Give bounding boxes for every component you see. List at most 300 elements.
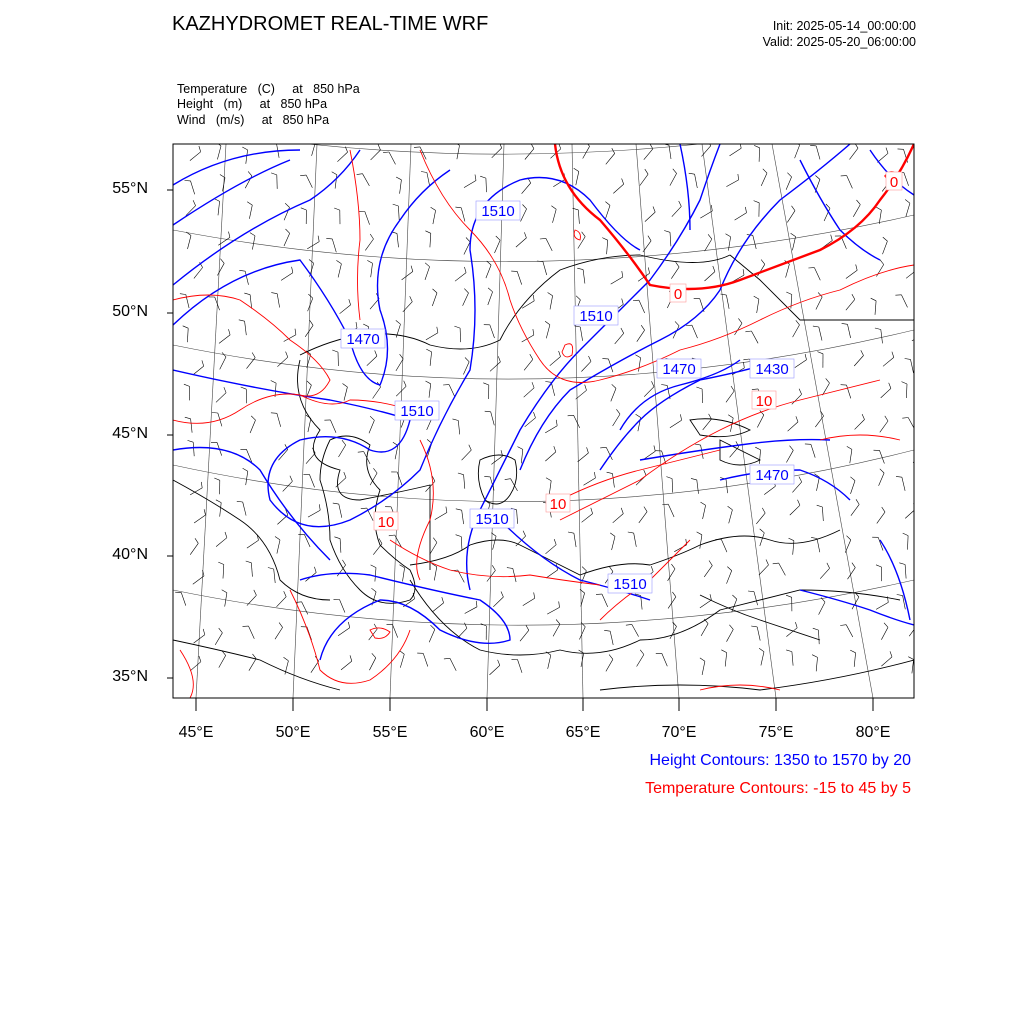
- wind-barb-flag: [609, 655, 613, 660]
- wind-barb-shaft: [433, 210, 436, 224]
- wind-barb-shaft: [613, 184, 623, 193]
- chart-title: KAZHYDROMET REAL-TIME WRF: [172, 13, 489, 35]
- wind-barb-flag: [799, 477, 802, 482]
- wind-barb-flag: [831, 235, 833, 241]
- wind-barb-shaft: [726, 479, 728, 493]
- wind-barb-shaft: [730, 447, 739, 458]
- wind-barb-flag: [268, 568, 274, 570]
- wind-barb-shaft: [851, 481, 856, 494]
- wind-barb-shaft: [426, 333, 438, 340]
- wind-barb-shaft: [754, 592, 758, 606]
- wind-barb-shaft: [615, 333, 624, 344]
- wind-barb-flag: [666, 477, 672, 479]
- wind-barb-flag: [790, 446, 794, 451]
- wind-barb-flag: [545, 321, 550, 325]
- wind-barb-flag: [185, 417, 191, 419]
- wind-barb-shaft: [906, 203, 910, 216]
- wind-barb-flag: [367, 260, 372, 263]
- wind-barb-flag: [229, 232, 230, 238]
- wind-barb-shaft: [190, 543, 198, 554]
- wind-barb-flag: [336, 260, 341, 263]
- wind-barb-shaft: [779, 563, 786, 575]
- wind-barb-shaft: [396, 359, 403, 371]
- wind-barb-shaft: [637, 330, 645, 342]
- wind-barb-shaft: [553, 209, 557, 223]
- wind-barb-shaft: [721, 539, 727, 552]
- wind-barb-shaft: [788, 422, 798, 431]
- wind-barb-shaft: [639, 300, 645, 313]
- height-label: 1470: [755, 467, 789, 484]
- height-label: 1470: [346, 331, 380, 348]
- plot-frame: [173, 144, 914, 698]
- wind-barb-shaft: [671, 267, 679, 279]
- wind-barb-flag: [425, 231, 430, 234]
- wind-barb-flag: [492, 565, 495, 570]
- wind-barb-shaft: [243, 502, 246, 516]
- wind-barb-flag: [679, 201, 682, 206]
- wind-barb-flag: [789, 538, 794, 541]
- wind-barb-flag: [326, 238, 332, 239]
- wind-barb-shaft: [435, 513, 447, 520]
- wind-barb-shaft: [486, 178, 487, 192]
- wind-barb-shaft: [751, 331, 758, 343]
- wind-barb-shaft: [402, 272, 413, 280]
- wind-barb-flag: [559, 601, 560, 607]
- wind-barb-flag: [358, 452, 364, 453]
- wind-barb-flag: [709, 414, 712, 419]
- wind-barb-flag: [361, 508, 367, 509]
- wind-barb-flag: [188, 440, 194, 442]
- wind-barb-flag: [847, 536, 851, 540]
- wind-barb-shaft: [546, 570, 558, 578]
- wind-barb-shaft: [786, 177, 792, 190]
- wind-barb-shaft: [759, 148, 760, 162]
- wind-barb-flag: [817, 352, 823, 354]
- wind-barb-shaft: [249, 659, 256, 671]
- wind-barb-shaft: [700, 535, 702, 549]
- wind-barb-shaft: [219, 335, 230, 344]
- wind-barb-shaft: [611, 277, 623, 284]
- wind-barb-shaft: [190, 488, 202, 495]
- wind-barb-flag: [229, 329, 231, 335]
- wind-barb-flag: [414, 147, 420, 148]
- wind-barb-shaft: [906, 270, 917, 279]
- wind-barb-flag: [295, 329, 296, 335]
- wind-barb-shaft: [729, 510, 733, 524]
- wind-barb-shaft: [853, 205, 860, 217]
- wind-barb-flag: [498, 356, 500, 362]
- wind-barb-shaft: [551, 382, 554, 396]
- wind-barb-shaft: [726, 180, 738, 187]
- wind-barb-flag: [908, 657, 913, 660]
- wind-barb-flag: [696, 387, 702, 389]
- wind-barb-shaft: [251, 563, 252, 577]
- wind-barb-flag: [523, 205, 527, 209]
- wind-barb-flag: [711, 205, 712, 211]
- wind-barb-shaft: [486, 265, 491, 278]
- wind-barb-shaft: [522, 301, 534, 308]
- wind-barb-shaft: [465, 607, 477, 614]
- wind-barb-shaft: [726, 295, 729, 309]
- wind-barb-shaft: [848, 324, 851, 338]
- wind-barb-flag: [817, 505, 823, 507]
- wind-barb-flag: [431, 625, 435, 629]
- wind-barb-flag: [222, 590, 227, 593]
- wind-barb-flag: [890, 651, 892, 657]
- wind-barb-flag: [680, 414, 681, 420]
- wind-barb-shaft: [726, 391, 734, 402]
- wind-barb-shaft: [344, 387, 347, 401]
- wind-barb-shaft: [576, 390, 587, 399]
- wind-barb-shaft: [905, 565, 906, 579]
- wind-barb-shaft: [816, 146, 820, 160]
- wind-barb-shaft: [550, 357, 561, 366]
- wind-barb-flag: [850, 650, 855, 653]
- wind-barb-shaft: [220, 503, 222, 517]
- wind-barb-flag: [902, 418, 908, 419]
- wind-barb-flag: [530, 354, 533, 359]
- wind-barb-shaft: [455, 273, 466, 282]
- wind-barb-shaft: [365, 239, 373, 250]
- wind-barb-flag: [787, 173, 791, 177]
- wind-barb-flag: [754, 145, 760, 147]
- temperature-label: 0: [889, 174, 899, 191]
- wind-barb-flag: [810, 145, 816, 146]
- wind-barb-shaft: [793, 325, 800, 337]
- wind-barb-shaft: [491, 456, 502, 464]
- wind-barb-shaft: [703, 419, 712, 430]
- wind-barb-flag: [348, 622, 349, 628]
- lat-label: 40°N: [112, 546, 148, 563]
- wind-barb-shaft: [757, 627, 760, 641]
- wind-barb-shaft: [277, 540, 280, 554]
- wind-barb-flag: [433, 538, 437, 543]
- wind-barb-shaft: [606, 154, 615, 165]
- wind-barb-flag: [766, 560, 769, 565]
- wind-barb-flag: [279, 623, 283, 628]
- wind-barb-flag: [456, 535, 462, 537]
- wind-barb-flag: [640, 650, 644, 655]
- wind-barb-flag: [426, 381, 431, 384]
- wind-barb-flag: [373, 468, 377, 473]
- wind-barb-flag: [332, 172, 337, 175]
- valid-time: Valid: 2025-05-20_06:00:00: [762, 35, 916, 49]
- wind-barb-shaft: [517, 510, 518, 524]
- wind-barb-shaft: [877, 512, 885, 523]
- wind-barb-shaft: [703, 505, 706, 519]
- wind-barb-flag: [180, 294, 186, 295]
- wind-barb-shaft: [511, 479, 518, 491]
- wind-barb-flag: [609, 567, 613, 572]
- wind-barb-flag: [199, 146, 201, 152]
- wind-barb-shaft: [217, 263, 224, 275]
- wind-barb-shaft: [761, 173, 767, 186]
- lon-label: 55°E: [372, 724, 408, 741]
- wind-barb-shaft: [193, 442, 194, 456]
- wind-barb-shaft: [216, 393, 226, 403]
- wind-barb-shaft: [606, 205, 611, 218]
- wind-barb-flag: [371, 565, 376, 568]
- wind-barb-shaft: [701, 445, 704, 459]
- field-wind: Wind (m/s) at 850 hPa: [177, 113, 330, 127]
- wind-barb-shaft: [814, 268, 820, 281]
- wind-barb-shaft: [639, 512, 647, 523]
- wind-barb-flag: [286, 229, 290, 233]
- wind-barb-flag: [532, 382, 534, 388]
- wind-barb-shaft: [427, 173, 430, 187]
- wind-barb-flag: [743, 269, 744, 275]
- wind-barb-flag: [437, 327, 438, 333]
- wind-barb-shaft: [547, 607, 559, 614]
- wind-barb-shaft: [901, 295, 907, 308]
- wind-barb-flag: [284, 657, 289, 661]
- wind-barb-flag: [622, 299, 624, 305]
- temperature-label: 0: [673, 286, 683, 303]
- wind-barb-shaft: [759, 450, 760, 464]
- wind-barb-flag: [648, 267, 649, 273]
- wind-barb-shaft: [369, 658, 375, 670]
- wind-barb-flag: [585, 385, 587, 391]
- wind-barb-shaft: [697, 480, 699, 494]
- wind-barb-flag: [214, 478, 220, 480]
- wind-barb-flag: [861, 350, 864, 355]
- wind-barb-flag: [621, 508, 623, 514]
- wind-barb-flag: [411, 266, 413, 272]
- wind-barb-flag: [857, 200, 861, 205]
- wind-barb-shaft: [574, 415, 580, 428]
- wind-barb-shaft: [583, 270, 585, 284]
- wind-barb-flag: [241, 387, 247, 389]
- wind-barb-shaft: [670, 232, 671, 246]
- wind-barb-shaft: [277, 357, 287, 367]
- wind-barb-flag: [247, 202, 252, 205]
- wind-barb-shaft: [191, 181, 195, 194]
- wind-barb-flag: [545, 382, 551, 383]
- wind-barb-shaft: [389, 152, 396, 164]
- wind-barb-flag: [713, 266, 715, 272]
- wind-barb-flag: [751, 626, 757, 627]
- wind-barb-shaft: [846, 625, 853, 637]
- wind-barb-flag: [310, 320, 313, 325]
- wind-barb-shaft: [846, 270, 857, 278]
- wind-barb-shaft: [914, 241, 925, 249]
- wind-barb-shaft: [819, 630, 820, 644]
- wind-barb-shaft: [277, 597, 287, 607]
- wind-barb-shaft: [702, 389, 703, 403]
- wind-barb-shaft: [430, 543, 437, 555]
- wind-barb-flag: [701, 502, 706, 505]
- wind-barb-shaft: [611, 388, 616, 401]
- wind-barb-flag: [218, 562, 224, 564]
- wind-barb-flag: [740, 142, 741, 148]
- wind-barb-shaft: [610, 631, 613, 645]
- wind-barb-flag: [505, 479, 511, 480]
- wind-barb-shaft: [430, 233, 431, 247]
- wind-barb-flag: [786, 292, 792, 295]
- wind-barb-flag: [903, 533, 908, 536]
- wind-barb-shaft: [425, 267, 430, 280]
- wind-barb-shaft: [546, 238, 552, 251]
- wind-barb-flag: [738, 174, 739, 180]
- wind-barb-flag: [523, 531, 526, 536]
- wind-barb-flag: [582, 567, 586, 571]
- height-label: 1510: [579, 308, 613, 325]
- wind-barb-shaft: [851, 504, 859, 515]
- water-bodies: [320, 419, 760, 604]
- wind-barb-flag: [533, 329, 534, 335]
- wind-barb-shaft: [464, 475, 465, 489]
- wind-barb-flag: [195, 538, 198, 543]
- wind-barb-shaft: [215, 633, 222, 645]
- height-label: 1470: [662, 361, 696, 378]
- wind-barb-flag: [309, 260, 314, 264]
- wind-barb-shaft: [880, 450, 885, 463]
- wind-barb-flag: [496, 236, 500, 240]
- wind-barb-shaft: [490, 665, 500, 675]
- wind-barb-flag: [199, 656, 201, 662]
- wind-barb-shaft: [367, 356, 377, 366]
- wind-barb-shaft: [704, 566, 712, 577]
- height-label: 1510: [613, 576, 647, 593]
- wind-barb-flag: [600, 447, 606, 448]
- wind-barb-shaft: [522, 335, 534, 342]
- wind-barb-flag: [880, 260, 884, 265]
- wind-barb-flag: [664, 231, 670, 233]
- wind-barb-shaft: [277, 294, 279, 308]
- wind-barb-flag: [534, 592, 535, 598]
- lat-label: 35°N: [112, 668, 148, 685]
- wind-barbs: [175, 139, 925, 675]
- wind-barb-flag: [899, 563, 905, 565]
- wind-barb-flag: [433, 289, 438, 293]
- wind-barb-flag: [795, 141, 799, 145]
- wind-barb-shaft: [881, 388, 891, 398]
- wind-barb-flag: [856, 265, 858, 271]
- wind-barb-flag: [244, 293, 250, 295]
- wind-barb-flag: [363, 324, 368, 327]
- wind-barb-shaft: [517, 271, 522, 284]
- wind-barb-flag: [709, 561, 712, 566]
- wind-barb-shaft: [793, 541, 794, 555]
- wind-barb-shaft: [423, 653, 428, 666]
- wind-barb-flag: [342, 440, 346, 445]
- wind-barb-shaft: [457, 628, 467, 638]
- wind-barb-flag: [224, 387, 226, 393]
- wind-barb-flag: [488, 288, 493, 292]
- wind-barb-flag: [383, 152, 389, 153]
- wind-barb-flag: [334, 208, 340, 210]
- wind-barb-flag: [349, 299, 351, 305]
- wind-barb-flag: [923, 328, 924, 334]
- wind-barb-flag: [239, 320, 245, 321]
- wind-barb-flag: [673, 169, 677, 174]
- wind-barb-shaft: [488, 292, 493, 305]
- wind-barb-shaft: [490, 362, 500, 371]
- wind-barb-shaft: [904, 173, 909, 186]
- wind-barb-flag: [458, 473, 464, 475]
- wind-barb-shaft: [400, 180, 402, 194]
- wind-barb-flag: [856, 499, 859, 504]
- wind-barb-shaft: [339, 445, 346, 457]
- wind-barb-flag: [577, 268, 583, 269]
- wind-barb-shaft: [308, 510, 320, 517]
- wind-barb-flag: [480, 176, 486, 178]
- wind-barb-shaft: [612, 536, 615, 550]
- wind-barb-flag: [792, 206, 796, 211]
- init-time: Init: 2025-05-14_00:00:00: [772, 19, 916, 33]
- wind-barb-shaft: [460, 328, 461, 342]
- wind-barb-flag: [425, 263, 430, 267]
- wind-barb-flag: [728, 415, 733, 418]
- wind-barb-shaft: [613, 474, 615, 488]
- wind-barb-flag: [731, 386, 734, 391]
- wind-barb-flag: [237, 501, 243, 502]
- wind-barb-flag: [225, 532, 227, 538]
- wind-barb-shaft: [246, 150, 248, 164]
- wind-barb-shaft: [879, 210, 881, 224]
- wind-barb-flag: [815, 176, 820, 180]
- wind-barb-flag: [475, 175, 476, 181]
- wind-barb-flag: [644, 470, 646, 476]
- wind-barb-flag: [554, 539, 556, 545]
- wind-barb-flag: [773, 563, 779, 564]
- wind-barb-flag: [582, 232, 586, 237]
- wind-barb-flag: [307, 381, 311, 385]
- wind-barb-shaft: [845, 540, 851, 553]
- wind-barb-flag: [219, 628, 223, 633]
- wind-barb-flag: [186, 232, 191, 236]
- wind-barb-shaft: [430, 352, 432, 366]
- wind-barb-shaft: [634, 533, 637, 547]
- wind-barb-shaft: [521, 209, 527, 222]
- wind-barb-flag: [311, 139, 316, 143]
- height-contour-legend: Height Contours: 1350 to 1570 by 20: [649, 752, 911, 769]
- wind-barb-flag: [628, 532, 634, 533]
- wind-barb-flag: [576, 296, 580, 300]
- wind-barb-flag: [372, 653, 376, 658]
- wind-barb-shaft: [249, 205, 252, 219]
- wind-barb-shaft: [883, 357, 894, 366]
- wind-barb-shaft: [306, 453, 315, 464]
- wind-barb-shaft: [432, 293, 437, 306]
- wind-barb-shaft: [281, 273, 293, 281]
- wind-barb-shaft: [730, 148, 742, 156]
- wind-barb-flag: [695, 444, 701, 445]
- wind-barb-flag: [759, 648, 764, 651]
- wind-barb-shaft: [245, 321, 247, 335]
- wind-barb-shaft: [854, 356, 863, 367]
- wind-barb-shaft: [795, 360, 807, 368]
- wind-barb-flag: [914, 620, 917, 625]
- wind-barb-flag: [762, 508, 765, 513]
- wind-barb-shaft: [546, 545, 557, 554]
- wind-barb-flag: [342, 560, 345, 565]
- wind-barb-shaft: [702, 661, 705, 675]
- wind-barb-shaft: [397, 233, 399, 247]
- wind-barb-shaft: [490, 325, 495, 338]
- wind-barb-flag: [271, 381, 276, 384]
- wind-barb-flag: [799, 389, 802, 395]
- wind-barb-shaft: [250, 295, 252, 309]
- wind-barb-shaft: [786, 264, 790, 278]
- field-temperature: Temperature (C) at 850 hPa: [177, 82, 360, 96]
- wind-barb-flag: [343, 384, 348, 388]
- wind-barb-flag: [605, 202, 610, 206]
- wind-barb-flag: [892, 352, 894, 358]
- wind-barb-shaft: [369, 420, 374, 433]
- wind-barb-flag: [738, 318, 742, 323]
- wind-barb-shaft: [549, 481, 551, 495]
